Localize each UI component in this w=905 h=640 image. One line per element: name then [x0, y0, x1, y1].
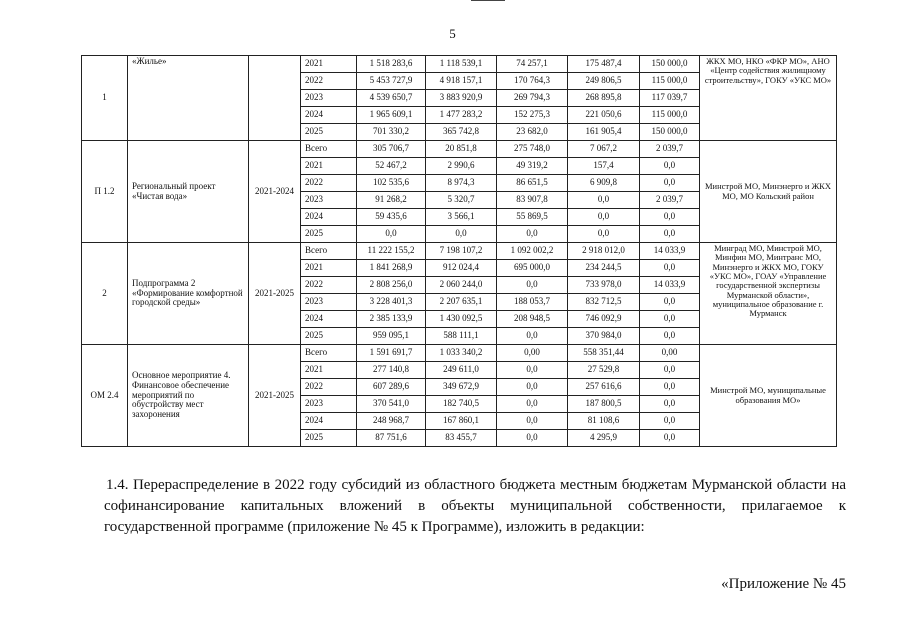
value-cell: 912 024,4: [426, 260, 497, 277]
year-cell: 2025: [301, 430, 357, 447]
value-cell: 0,0: [640, 396, 700, 413]
year-cell: 2023: [301, 396, 357, 413]
value-cell: 52 467,2: [357, 158, 426, 175]
value-cell: 701 330,2: [357, 124, 426, 141]
value-cell: 167 860,1: [426, 413, 497, 430]
value-cell: 81 108,6: [568, 413, 640, 430]
year-cell: 2024: [301, 413, 357, 430]
value-cell: 20 851,8: [426, 141, 497, 158]
year-cell: 2021: [301, 56, 357, 73]
year-cell: 2024: [301, 107, 357, 124]
value-cell: 83 455,7: [426, 430, 497, 447]
value-cell: 5 453 727,9: [357, 73, 426, 90]
value-cell: 0,0: [640, 175, 700, 192]
value-cell: 3 228 401,3: [357, 294, 426, 311]
year-cell: 2021: [301, 362, 357, 379]
value-cell: 1 033 340,2: [426, 345, 497, 362]
year-cell: Всего: [301, 243, 357, 260]
table-body: [82, 56, 837, 447]
table-row: [82, 243, 837, 260]
row-name: Подпрограмма 2 «Формирование комфортной городской среды»: [128, 243, 249, 345]
table-row: [82, 141, 837, 158]
value-cell: 275 748,0: [497, 141, 568, 158]
value-cell: 0,0: [640, 311, 700, 328]
value-cell: 588 111,1: [426, 328, 497, 345]
value-cell: 2 385 133,9: [357, 311, 426, 328]
value-cell: 182 740,5: [426, 396, 497, 413]
value-cell: 49 319,2: [497, 158, 568, 175]
value-cell: 0,0: [497, 226, 568, 243]
row-period: 2021-2024: [249, 141, 301, 243]
value-cell: 3 883 920,9: [426, 90, 497, 107]
value-cell: 74 257,1: [497, 56, 568, 73]
value-cell: 832 712,5: [568, 294, 640, 311]
value-cell: 370 541,0: [357, 396, 426, 413]
value-cell: 0,0: [640, 328, 700, 345]
value-cell: 7 067,2: [568, 141, 640, 158]
year-cell: 2022: [301, 277, 357, 294]
row-period: 2021-2025: [249, 243, 301, 345]
value-cell: 87 751,6: [357, 430, 426, 447]
value-cell: 0,00: [497, 345, 568, 362]
year-cell: 2025: [301, 226, 357, 243]
value-cell: 86 651,5: [497, 175, 568, 192]
table-row: [82, 56, 837, 73]
value-cell: 8 974,3: [426, 175, 497, 192]
value-cell: 115 000,0: [640, 107, 700, 124]
year-cell: 2022: [301, 379, 357, 396]
value-cell: 150 000,0: [640, 56, 700, 73]
value-cell: 2 207 635,1: [426, 294, 497, 311]
year-cell: Всего: [301, 141, 357, 158]
value-cell: 11 222 155,2: [357, 243, 426, 260]
top-rule: [471, 0, 505, 1]
value-cell: 277 140,8: [357, 362, 426, 379]
row-name: «Жилье»: [128, 56, 249, 141]
value-cell: 0,0: [497, 379, 568, 396]
value-cell: 14 033,9: [640, 277, 700, 294]
year-cell: 2021: [301, 158, 357, 175]
value-cell: 2 039,7: [640, 192, 700, 209]
value-cell: 269 794,3: [497, 90, 568, 107]
row-code: 1: [82, 56, 128, 141]
year-cell: 2021: [301, 260, 357, 277]
value-cell: 733 978,0: [568, 277, 640, 294]
value-cell: 248 968,7: [357, 413, 426, 430]
paragraph-1-4: [104, 475, 846, 538]
value-cell: 175 487,4: [568, 56, 640, 73]
value-cell: 1 965 609,1: [357, 107, 426, 124]
value-cell: 0,0: [640, 294, 700, 311]
value-cell: 0,0: [640, 226, 700, 243]
value-cell: 2 060 244,0: [426, 277, 497, 294]
value-cell: 0,00: [640, 345, 700, 362]
value-cell: 0,0: [568, 192, 640, 209]
value-cell: 1 118 539,1: [426, 56, 497, 73]
value-cell: 249 806,5: [568, 73, 640, 90]
value-cell: 3 566,1: [426, 209, 497, 226]
row-executor: ЖКХ МО, НКО «ФКР МО», АНО «Центр содействия жилищному строительству», ГОКУ «УКС МО»: [700, 56, 837, 141]
value-cell: 1 591 691,7: [357, 345, 426, 362]
value-cell: 959 095,1: [357, 328, 426, 345]
value-cell: 152 275,3: [497, 107, 568, 124]
row-name: Региональный проект «Чистая вода»: [128, 141, 249, 243]
value-cell: 370 984,0: [568, 328, 640, 345]
row-period: [249, 56, 301, 141]
year-cell: 2023: [301, 90, 357, 107]
row-executor: Минстрой МО, Минэнерго и ЖКХ МО, МО Кольский район: [700, 141, 837, 243]
value-cell: 27 529,8: [568, 362, 640, 379]
value-cell: 0,0: [640, 209, 700, 226]
value-cell: 2 918 012,0: [568, 243, 640, 260]
table-row: [82, 345, 837, 362]
value-cell: 257 616,6: [568, 379, 640, 396]
value-cell: 14 033,9: [640, 243, 700, 260]
value-cell: 55 869,5: [497, 209, 568, 226]
value-cell: 115 000,0: [640, 73, 700, 90]
value-cell: 170 764,3: [497, 73, 568, 90]
page-number: 5: [449, 26, 456, 41]
year-cell: 2022: [301, 175, 357, 192]
value-cell: 7 198 107,2: [426, 243, 497, 260]
value-cell: 607 289,6: [357, 379, 426, 396]
year-cell: 2025: [301, 124, 357, 141]
value-cell: 208 948,5: [497, 311, 568, 328]
value-cell: 0,0: [497, 396, 568, 413]
value-cell: 249 611,0: [426, 362, 497, 379]
year-cell: 2024: [301, 311, 357, 328]
value-cell: 2 039,7: [640, 141, 700, 158]
value-cell: 0,0: [497, 362, 568, 379]
value-cell: 0,0: [640, 260, 700, 277]
value-cell: 1 477 283,2: [426, 107, 497, 124]
value-cell: 695 000,0: [497, 260, 568, 277]
value-cell: 1 518 283,6: [357, 56, 426, 73]
value-cell: 150 000,0: [640, 124, 700, 141]
row-period: 2021-2025: [249, 345, 301, 447]
value-cell: 161 905,4: [568, 124, 640, 141]
value-cell: 1 092 002,2: [497, 243, 568, 260]
row-executor: Минград МО, Минстрой МО, Минфин МО, Минтранс МО, Минэнерго и ЖКХ МО, ГОКУ «УКС МО», ГОАУ «Управление государственной экспертизы Мурманской области», муниципальное образование г. Мурманск: [700, 243, 837, 345]
value-cell: 2 990,6: [426, 158, 497, 175]
year-cell: 2023: [301, 192, 357, 209]
value-cell: 83 907,8: [497, 192, 568, 209]
row-name: Основное мероприятие 4. Финансовое обеспечение мероприятий по обустройству мест захоронения: [128, 345, 249, 447]
value-cell: 268 895,8: [568, 90, 640, 107]
row-code: 2: [82, 243, 128, 345]
value-cell: 0,0: [640, 362, 700, 379]
value-cell: 0,0: [568, 226, 640, 243]
value-cell: 0,0: [357, 226, 426, 243]
value-cell: 0,0: [640, 413, 700, 430]
value-cell: 0,0: [497, 328, 568, 345]
value-cell: 0,0: [640, 158, 700, 175]
value-cell: 0,0: [497, 277, 568, 294]
value-cell: 102 535,6: [357, 175, 426, 192]
value-cell: 0,0: [497, 413, 568, 430]
value-cell: 0,0: [426, 226, 497, 243]
value-cell: 221 050,6: [568, 107, 640, 124]
value-cell: 0,0: [640, 379, 700, 396]
appendix-label: «Приложение № 45: [721, 576, 846, 592]
value-cell: 305 706,7: [357, 141, 426, 158]
year-cell: 2023: [301, 294, 357, 311]
budget-table: [81, 55, 837, 447]
value-cell: 157,4: [568, 158, 640, 175]
value-cell: 349 672,9: [426, 379, 497, 396]
year-cell: 2025: [301, 328, 357, 345]
year-cell: 2024: [301, 209, 357, 226]
value-cell: 0,0: [640, 430, 700, 447]
value-cell: 558 351,44: [568, 345, 640, 362]
value-cell: 746 092,9: [568, 311, 640, 328]
value-cell: 4 539 650,7: [357, 90, 426, 107]
value-cell: 91 268,2: [357, 192, 426, 209]
value-cell: 188 053,7: [497, 294, 568, 311]
row-code: П 1.2: [82, 141, 128, 243]
paragraph-text: 1.4. Перераспределение в 2022 году субсидий из областного бюджета местным бюджетам Мурманской области на софинансирование капитальных вложений в объекты муниципальной собственности, прилагаемое к государственной программе (приложение № 45 к Программе), изложить в редакции:: [104, 477, 846, 535]
year-cell: 2022: [301, 73, 357, 90]
year-cell: Всего: [301, 345, 357, 362]
row-executor: Минстрой МО, муниципальные образования МО»: [700, 345, 837, 447]
value-cell: 0,0: [497, 430, 568, 447]
value-cell: 1 430 092,5: [426, 311, 497, 328]
row-code: ОМ 2.4: [82, 345, 128, 447]
value-cell: 23 682,0: [497, 124, 568, 141]
value-cell: 6 909,8: [568, 175, 640, 192]
value-cell: 0,0: [568, 209, 640, 226]
value-cell: 59 435,6: [357, 209, 426, 226]
value-cell: 187 800,5: [568, 396, 640, 413]
value-cell: 5 320,7: [426, 192, 497, 209]
value-cell: 117 039,7: [640, 90, 700, 107]
value-cell: 365 742,8: [426, 124, 497, 141]
value-cell: 2 808 256,0: [357, 277, 426, 294]
value-cell: 234 244,5: [568, 260, 640, 277]
value-cell: 4 295,9: [568, 430, 640, 447]
value-cell: 1 841 268,9: [357, 260, 426, 277]
value-cell: 4 918 157,1: [426, 73, 497, 90]
